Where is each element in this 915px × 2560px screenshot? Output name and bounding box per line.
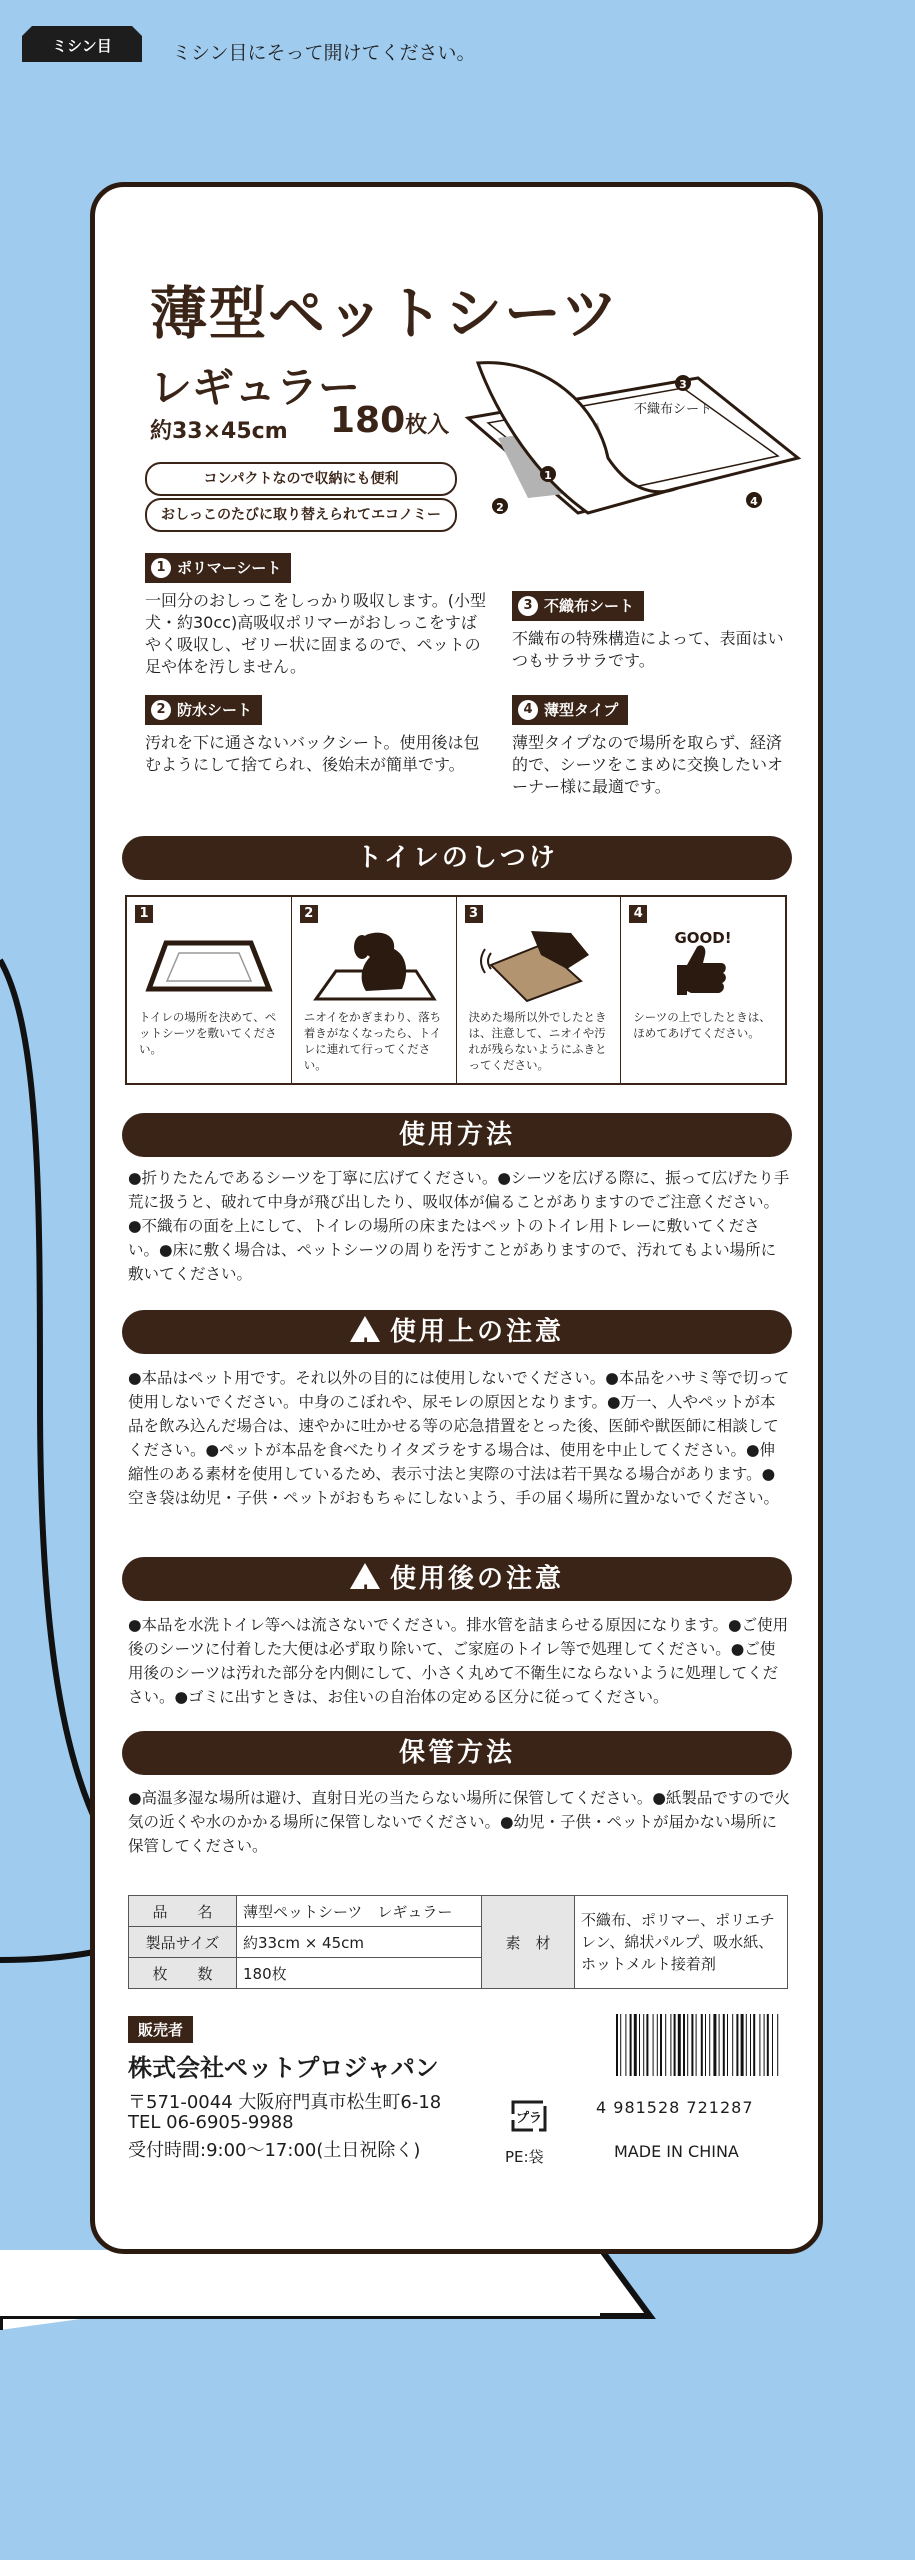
feature-pill-economy: おしっこのたびに取り替えられてエコノミー bbox=[145, 498, 457, 532]
step-num: 4 bbox=[629, 905, 647, 923]
spec-value: 薄型ペットシーツ レギュラー bbox=[237, 1896, 482, 1927]
barcode-bar bbox=[727, 2014, 728, 2076]
illus-num-3: 3 bbox=[679, 378, 687, 391]
barcode-bar bbox=[646, 2014, 648, 2076]
feature-head-label: ポリマーシート bbox=[177, 559, 282, 577]
feature-heading-waterproof bbox=[145, 695, 262, 725]
section-bar-caution bbox=[122, 1310, 792, 1354]
step-text: ニオイをかぎまわり、落ち着きがなくなったら、トイレに連れて行ってください。 bbox=[303, 1010, 442, 1072]
storage-text: ●高温多湿な場所は避け、直射日光の当たらない場所に保管してください。●紙製品ですので火気の近くや水のかかる場所に保管しないでください。●幼児・子供・ペットが届かない場所に保管してください。 bbox=[128, 1789, 790, 1855]
step-text: トイレの場所を決めて、ペットシーツを敷いてください。 bbox=[139, 1010, 277, 1056]
illus-num-1: 1 bbox=[544, 469, 552, 482]
barcode-bar bbox=[767, 2014, 769, 2076]
barcode-number: 4 981528 721287 bbox=[596, 2098, 754, 2117]
illus-nonwoven-label: 不織布シート bbox=[633, 402, 713, 417]
spec-row-name bbox=[129, 1896, 788, 1927]
barcode-bar bbox=[616, 2014, 618, 2076]
feature-head-label: 不織布シート bbox=[544, 597, 635, 615]
spec-material-label: 素 材 bbox=[482, 1896, 575, 1989]
count-number: 180 bbox=[330, 400, 406, 441]
barcode-bar bbox=[764, 2014, 765, 2076]
product-title: 薄型ペットシーツ bbox=[150, 281, 620, 347]
perforation-instruction: ミシン目にそって開けてください。 bbox=[172, 42, 476, 64]
barcode-bar bbox=[772, 2014, 773, 2076]
feature-head-label: 薄型タイプ bbox=[544, 701, 619, 719]
pe-label: PE:袋 bbox=[505, 2148, 544, 2166]
barcode-bar bbox=[653, 2014, 654, 2076]
barcode-bar bbox=[753, 2014, 755, 2076]
barcode-bar bbox=[683, 2014, 685, 2076]
spec-label: 製品サイズ bbox=[129, 1927, 237, 1958]
seller-tel: TEL 06-6905-9988 bbox=[128, 2112, 294, 2133]
spec-value: 180枚 bbox=[237, 1958, 482, 1989]
step-1 bbox=[127, 897, 292, 1083]
barcode bbox=[614, 2014, 784, 2076]
seller-address: 〒571-0044 大阪府門真市松生町6-18 bbox=[128, 2092, 442, 2113]
barcode-bar bbox=[713, 2014, 716, 2076]
step-num: 1 bbox=[135, 905, 153, 923]
recycle-mark-text: プラ bbox=[515, 2111, 543, 2126]
barcode-bar bbox=[732, 2014, 733, 2076]
barcode-bar bbox=[750, 2014, 751, 2076]
barcode-bar bbox=[678, 2014, 681, 2076]
barcode-bar bbox=[759, 2014, 760, 2076]
hand-wiping-icon bbox=[471, 925, 607, 1005]
feature-num: 2 bbox=[151, 700, 171, 720]
barcode-bar bbox=[719, 2014, 720, 2076]
section-bar-storage: 保管方法 bbox=[122, 1731, 792, 1775]
warning-icon: ! bbox=[350, 1316, 380, 1342]
feature-heading-thin bbox=[512, 695, 628, 725]
barcode-bar bbox=[705, 2014, 706, 2076]
plastic-recycle-icon bbox=[505, 2092, 553, 2140]
barcode-bar bbox=[660, 2014, 662, 2076]
feature-num: 4 bbox=[518, 700, 538, 720]
section-caution-label: 使用上の注意 bbox=[389, 1317, 564, 1347]
barcode-bar bbox=[746, 2014, 747, 2076]
toilet-steps bbox=[125, 895, 787, 1085]
perforation-tag bbox=[22, 26, 142, 62]
section-after-label: 使用後の注意 bbox=[389, 1564, 564, 1594]
illus-num-2: 2 bbox=[496, 501, 504, 514]
product-size: 約33×45cm bbox=[150, 419, 288, 444]
section-bar-toilet: トイレのしつけ bbox=[122, 836, 792, 880]
step-text: シーツの上でしたときは、ほめてあげてください。 bbox=[633, 1010, 771, 1040]
barcode-bar bbox=[665, 2014, 666, 2076]
seller-name: 株式会社ペットプロジャパン bbox=[128, 2054, 439, 2082]
illus-num-4: 4 bbox=[750, 495, 758, 508]
feature-pill-compact: コンパクトなので収納にも便利 bbox=[145, 462, 457, 496]
tray-icon bbox=[141, 925, 277, 1005]
feature-body-nonwoven: 不織布の特殊構造によって、表面はいつもサラサラです。 bbox=[512, 629, 784, 670]
feature-body-thin: 薄型タイプなので場所を取らず、経済的で、シーツをこまめに交換したいオーナー様に最適です。 bbox=[512, 733, 784, 796]
spec-label: 枚 数 bbox=[129, 1958, 237, 1989]
spec-label: 品 名 bbox=[129, 1896, 237, 1927]
dog-sniffing-icon bbox=[306, 925, 442, 1005]
step-3 bbox=[457, 897, 622, 1083]
barcode-bar bbox=[741, 2014, 744, 2076]
perforation-tag-label: ミシン目 bbox=[52, 37, 112, 55]
barcode-bar bbox=[634, 2014, 637, 2076]
step-num: 2 bbox=[300, 905, 318, 923]
usage-text: ●折りたたんであるシーツを丁寧に広げてください。●シーツを広げる際に、振って広げたり手荒に扱うと、破れて中身が飛び出したり、吸収体が偏ることがありますのでご注意ください。●不織布の面を上にして、トイレの場所の床またはペットのトイレ用トレーに敷いてください。●床に敷く場合は、ペットシーツの周りを汚すことがありますので、汚れてもよい場所に敷いてください。 bbox=[128, 1169, 790, 1283]
barcode-bar bbox=[674, 2014, 676, 2076]
section-bar-usage: 使用方法 bbox=[122, 1113, 792, 1157]
barcode-bar bbox=[670, 2014, 671, 2076]
barcode-bar bbox=[691, 2014, 693, 2076]
seller-hours: 受付時間:9:00～17:00(土日祝除く) bbox=[128, 2140, 421, 2161]
barcode-bar bbox=[620, 2014, 621, 2076]
feature-num: 1 bbox=[151, 558, 171, 578]
step-4 bbox=[621, 897, 785, 1083]
feature-body-polymer: 一回分のおしっこをしっかり吸収します。(小型犬・約30cc)高吸収ポリマーがおしっこをすばやく吸収し、ゼリー状に固まるので、ペットの足や体を汚しません。 bbox=[145, 591, 486, 676]
product-subtitle: レギュラー bbox=[150, 363, 361, 412]
spec-table bbox=[128, 1895, 788, 1989]
spec-material-value: 不織布、ポリマー、ポリエチレン、綿状パルプ、吸水紙、ホットメルト接着剤 bbox=[575, 1896, 788, 1989]
seller-tag: 販売者 bbox=[128, 2016, 193, 2043]
origin-label: MADE IN CHINA bbox=[614, 2142, 739, 2161]
step-text: 決めた場所以外でしたときは、注意して、ニオイや汚れが残らないようにふきとってください。 bbox=[468, 1010, 607, 1072]
barcode-bar bbox=[657, 2014, 658, 2076]
product-count bbox=[330, 400, 449, 441]
step-num: 3 bbox=[465, 905, 483, 923]
caution-text: ●本品はペット用です。それ以外の目的には使用しないでください。●本品をハサミ等で切って使用しないでください。中身のこぼれや、尿モレの原因となります。●万一、人やペットが本品を飲み込んだ場合は、速やかに吐かせる等の応急措置をとった後、医師や獣医師に相談してください。●ペットが本品を食べたりイタズラをする場合は、使用を中止してください。●伸縮性のある素材を使用しているため、表示寸法と実際の寸法は若干異なる場合があります。●空き袋は幼児・子供・ペットがおもちゃにしないよう、手の届く場所に置かないでください。 bbox=[128, 1369, 790, 1507]
warning-icon: ! bbox=[350, 1563, 380, 1589]
barcode-bar bbox=[625, 2014, 626, 2076]
barcode-bar bbox=[696, 2014, 697, 2076]
barcode-bar bbox=[709, 2014, 710, 2076]
after-use-text: ●本品を水洗トイレ等へは流さないでください。排水管を詰まらせる原因になります。●ご使用後のシーツに付着した大便は必ず取り除いて、ご家庭のトイレ等で処理してください。●ご使用後のシーツは汚れた部分を内側にして、小さく丸めて不衛生にならないように処理してください。●ゴミに出すときは、お住いの自治体の定める区分に従ってください。 bbox=[128, 1616, 789, 1706]
barcode-bar bbox=[630, 2014, 632, 2076]
thumbs-up-icon bbox=[635, 925, 771, 1005]
feature-num: 3 bbox=[518, 596, 538, 616]
feature-head-label: 防水シート bbox=[177, 701, 253, 719]
barcode-bar bbox=[643, 2014, 644, 2076]
barcode-bar bbox=[701, 2014, 703, 2076]
barcode-bar bbox=[736, 2014, 738, 2076]
barcode-bar bbox=[723, 2014, 725, 2076]
section-bar-after-use bbox=[122, 1557, 792, 1601]
feature-body-waterproof: 汚れを下に通さないバックシート。使用後は包むようにして捨てられ、後始末が簡単です。 bbox=[145, 733, 480, 774]
sheet-illustration bbox=[458, 348, 808, 528]
barcode-bar bbox=[777, 2014, 778, 2076]
feature-heading-polymer bbox=[145, 553, 291, 583]
feature-heading-nonwoven bbox=[512, 591, 644, 621]
barcode-bar bbox=[639, 2014, 640, 2076]
step-2 bbox=[292, 897, 457, 1083]
barcode-bar bbox=[687, 2014, 688, 2076]
count-unit: 枚入 bbox=[405, 413, 450, 438]
good-badge: GOOD! bbox=[674, 929, 732, 947]
spec-value: 約33cm × 45cm bbox=[237, 1927, 482, 1958]
